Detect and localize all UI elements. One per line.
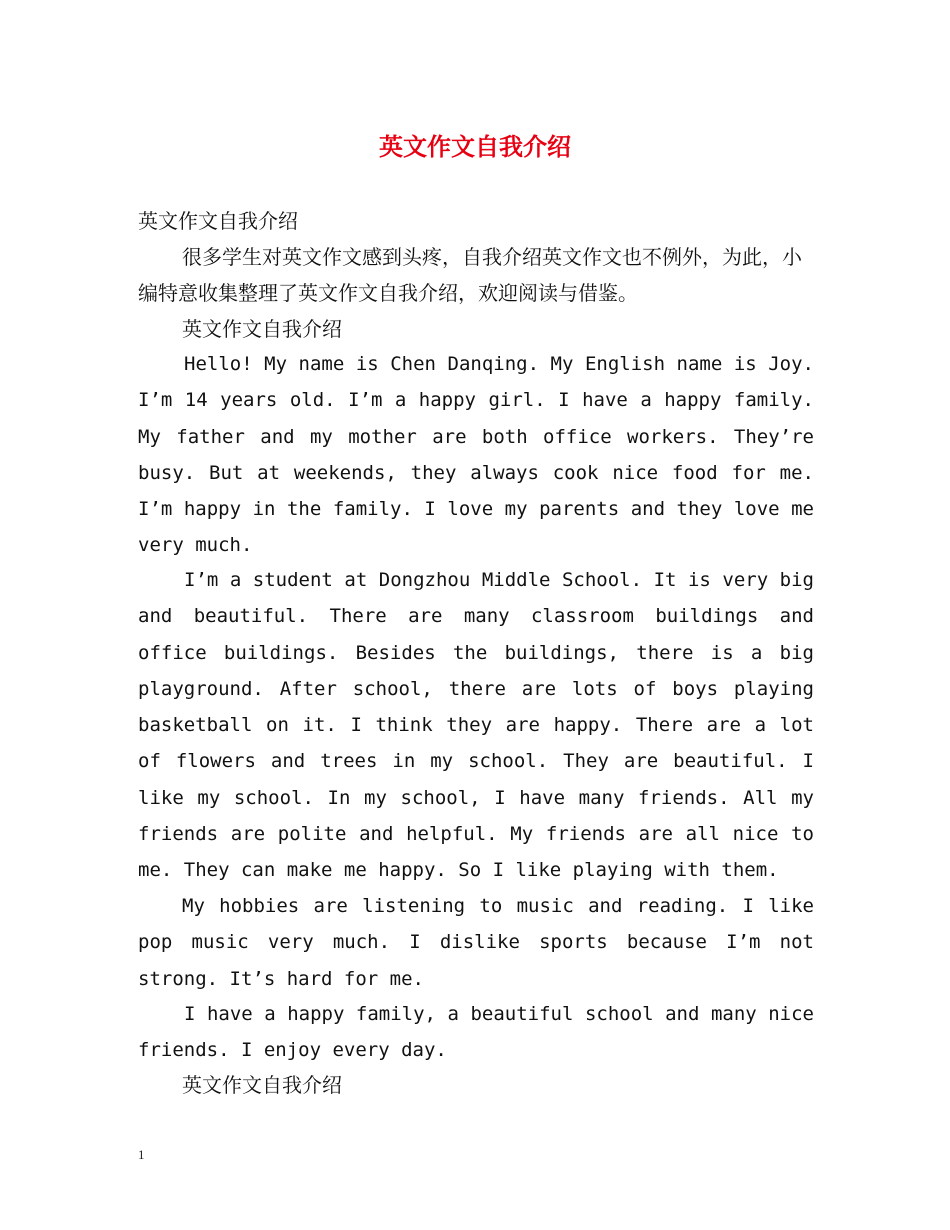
heading-line: 英文作文自我介绍 [138,209,298,233]
intro-paragraph: 很多学生对英文作文感到头疼，自我介绍英文作文也不例外，为此，小编特意收集整理了英文作文自我介绍，欢迎阅读与借鉴。 [138,245,802,305]
paragraph-3: My hobbies are listening to music and reading. I like pop music very much. I dislike sports because I’m not strong. It’s hard for me. [138,895,814,990]
paragraph-1: Hello! My name is Chen Danqing. My English name is Joy. I’m 14 years old. I’m a happy girl. I have a happy family. My father and my mother are both office workers. They’re busy. But at weekends, they always cook nice food for me. I’m happy in the family. I love my parents and they love me very much. [138,353,814,557]
page-number: 1 [138,1147,145,1162]
paragraph-2: I’m a student at Dongzhou Middle School. It is very big and beautiful. There are many classroom buildings and office buildings. Besides the buildings, there is a big playground. After school, there are lots of boys playing basketball on it. I think they are happy. There are a lot of flowers and trees in my school. They are beautiful. I like my school. In my school, I have many friends. All my friends are polite and helpful. My friends are all nice to me. They can make me happy. So I like playing with them. [138,569,814,882]
section-heading: 英文作文自我介绍 [182,1073,342,1097]
document-title: 英文作文自我介绍 [379,132,571,161]
section-heading: 英文作文自我介绍 [182,317,342,341]
paragraph-4: I have a happy family, a beautiful school and many nice friends. I enjoy every day. [138,1003,814,1062]
